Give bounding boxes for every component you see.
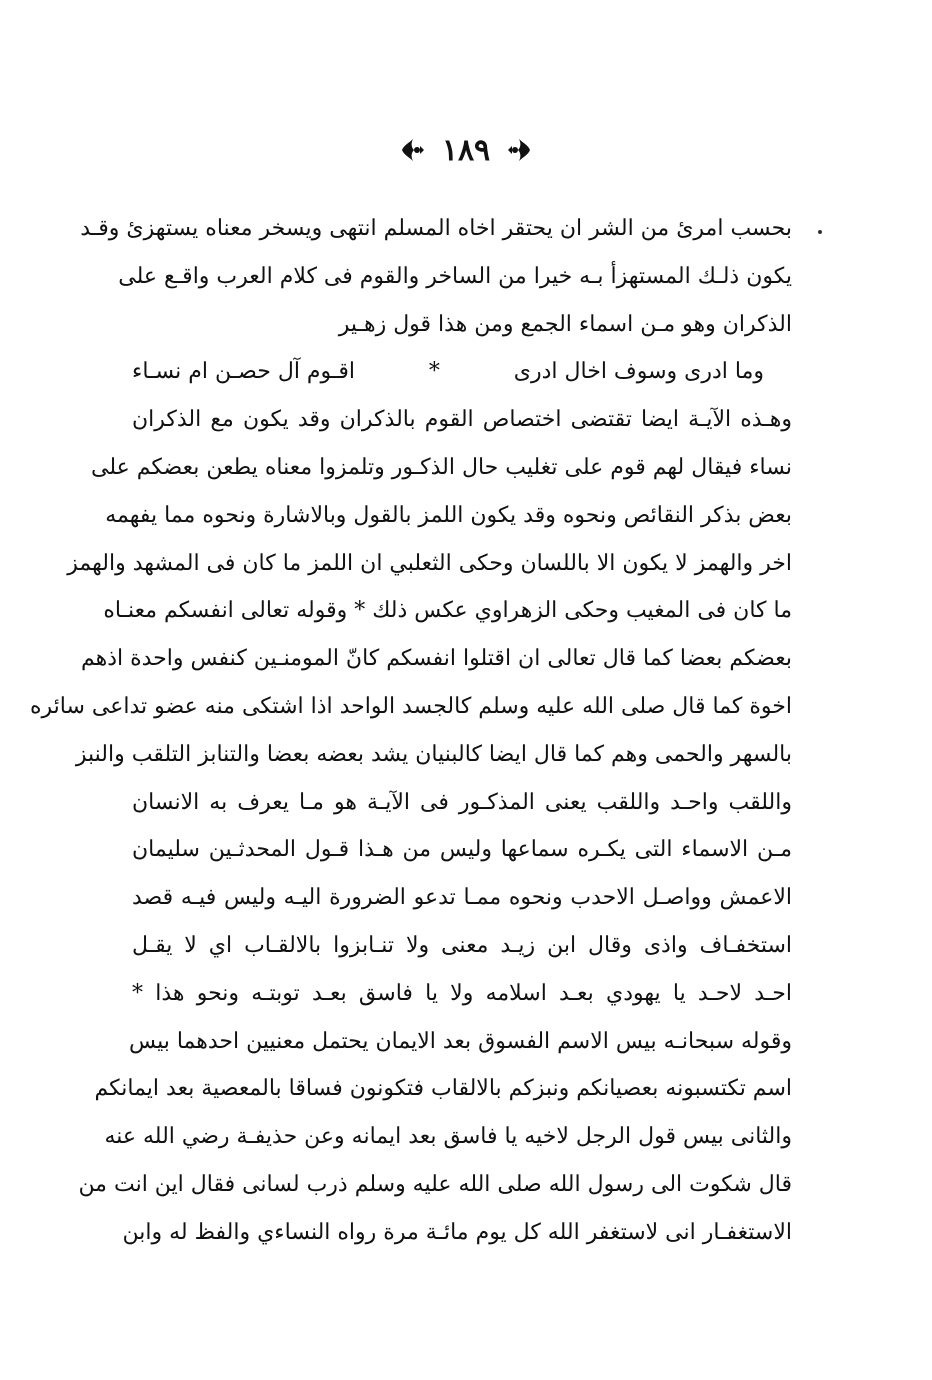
text-line: الاستغفـار انى لاستغفر الله كل يوم مائـة مرة رواه النساءي والفظ له وابن xyxy=(122,1219,792,1245)
verse-first-hemistich: وما ادرى وسوف اخال ادرى xyxy=(513,359,764,385)
text-line: يكون ذلـك المستهزأ بـه خيرا من الساخر والقوم فى كلام العرب واقـع على xyxy=(118,263,792,289)
text-line: وقوله سبحانـه بيس الاسم الفسوق بعد الايمان يحتمل معنيين احدهما بيس xyxy=(129,1028,792,1054)
verse-second-hemistich: اقـوم آل حصـن ام نسـاء xyxy=(132,359,355,385)
text-line: استخفـاف واذى وقال ابن زيـد معنى ولا تنـابزوا بالالقـاب اي لا يقـل xyxy=(132,932,792,958)
text-line: اسم تكتسبونه بعصيانكم ونبزكم بالالقاب فتكونون فساقا بالمعصية بعد ايمانكم xyxy=(94,1076,792,1102)
verse-separator: * xyxy=(428,359,440,385)
text-line: بعض بذكر النقائص ونحوه وقد يكون اللمز بالقول وبالاشارة ونحوه مما يفهمه xyxy=(105,502,792,528)
text-line: الاعمش وواصـل الاحدب ونحوه ممـا تدعو الضرورة اليـه وليس فيـه قصد xyxy=(132,885,792,911)
floral-ornament-icon xyxy=(400,137,426,163)
text-line: نساء فيقال لهم قوم على تغليب حال الذكـور وتلمزوا معناه يطعن بعضكم على xyxy=(90,454,792,480)
text-line: احـد لاحـد يا يهودي بعـد اسلامه ولا يا فاسق بعـد توبتـه ونحو هذا * xyxy=(132,980,792,1006)
text-line: والثانى بيس قول الرجل لاخيه يا فاسق بعد ايمانه وعن حذيفـة رضي الله عنه xyxy=(104,1124,792,1150)
text-line: قال شكوت الى رسول الله صلى الله عليه وسلم ذرب لسانى فقال اين انت من xyxy=(78,1171,792,1197)
margin-dot xyxy=(818,230,822,234)
text-line: اخر والهمز لا يكون الا باللسان وحكى الثعلبي ان اللمز ما كان فى المشهد والهمز xyxy=(67,550,792,576)
floral-ornament-icon xyxy=(506,137,532,163)
page-header xyxy=(0,130,932,170)
text-line: بحسب امرئ من الشر ان يحتقر اخاه المسلم انتهى ويسخر معناه يستهزئ وقـد xyxy=(80,216,792,241)
text-line: الذكران وهو مـن اسماء الجمع ومن هذا قول زهـير xyxy=(338,311,792,337)
text-line: ما كان فى المغيب وحكى الزهراوي عكس ذلك * وقوله تعالى انفسكم معنـاه xyxy=(103,598,792,624)
text-line: اخوة كما قال صلى الله عليه وسلم كالجسد الواحد اذا اشتكى منه عضو تداعى سائره xyxy=(30,693,792,719)
text-line: مـن الاسماء التى يكـره سماعها وليس من هـذا قـول المحدثـين سليمان xyxy=(132,837,792,863)
text-line: وهـذه الآيـة ايضا تقتضى اختصاص القوم بالذكران وقد يكون مع الذكران xyxy=(132,407,793,433)
text-line: بالسهر والحمى وهم كما قال ايضا كالبنيان يشد بعضه بعضا والتنابز التلقب والنبز xyxy=(75,741,792,767)
page-body xyxy=(30,205,793,1257)
page-number: ١٨٩ xyxy=(441,132,491,168)
poetry-verse xyxy=(132,348,792,396)
text-line: بعضكم بعضا كما قال تعالى ان اقتلوا انفسكم كانّ المومنـين كنفس واحدة اذهم xyxy=(80,646,792,672)
text-line: واللقب واحـد واللقب يعنى المذكـور فى الآيـة هو مـا يعرف به الانسان xyxy=(132,789,792,815)
